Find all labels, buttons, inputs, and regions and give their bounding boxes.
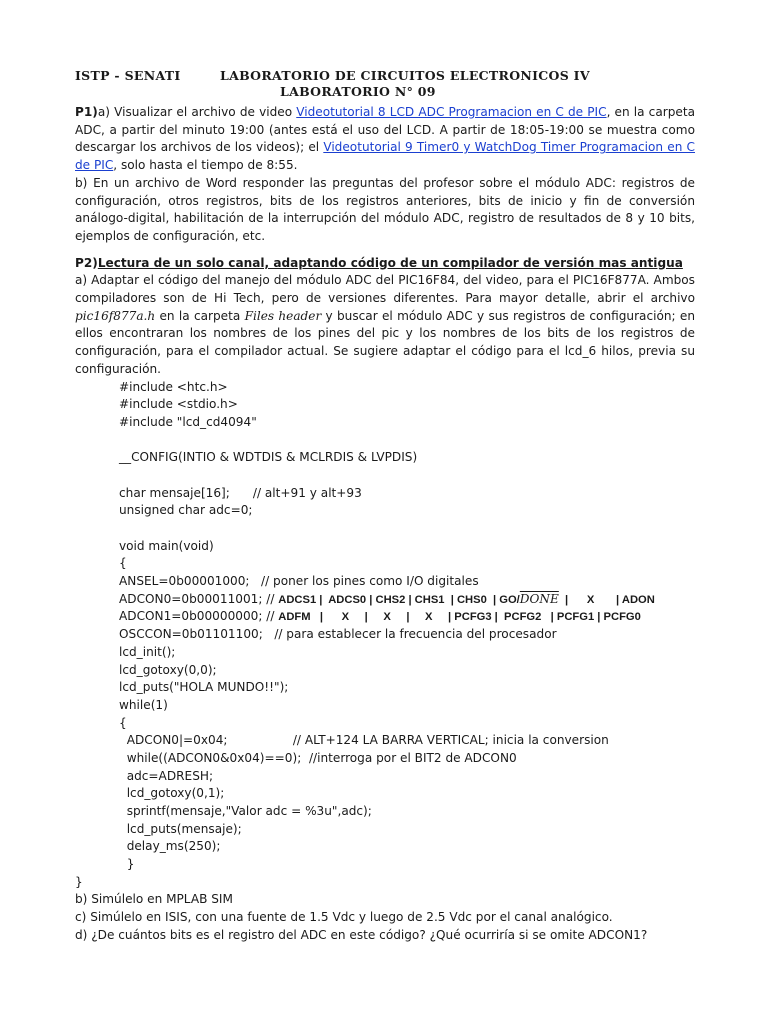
- code-line: lcd_puts("HOLA MUNDO!!");: [119, 680, 289, 695]
- p2-heading: [75, 255, 695, 273]
- code-line: __CONFIG(INTIO & WDTDIS & MCLRDIS & LVPDIS): [119, 450, 418, 465]
- code-line: #include "lcd_cd4094": [119, 414, 257, 429]
- code-block: [75, 379, 695, 874]
- p2-a-mid-text: en la carpeta: [155, 308, 245, 323]
- code-line: #include <htc.h>: [119, 379, 228, 394]
- adcon0-statement: ADCON0=0b00011001; //: [119, 591, 279, 606]
- code-line: while(1): [119, 697, 168, 712]
- code-line: lcd_puts(mensaje);: [119, 821, 242, 836]
- adcon1-bit-map: ADFM | X | X | X | PCFG3 | PCFG2 | PCFG1 | PCFG0: [278, 611, 641, 624]
- adcon0-bit-map: ADCS1 | ADCS0 | CHS2 | CHS1 | CHS0 | GO/: [278, 593, 520, 606]
- header-file-name: pic16f877a.h: [75, 308, 156, 323]
- done-bit-label: DONE: [519, 591, 559, 606]
- code-line: lcd_init();: [119, 644, 176, 659]
- folder-name: Files header: [244, 308, 322, 323]
- code-line: sprintf(mensaje,"Valor adc = %3u",adc);: [119, 804, 372, 819]
- course-title: LABORATORIO DE CIRCUITOS ELECTRONICOS IV: [220, 68, 590, 83]
- code-line: delay_ms(250);: [119, 839, 221, 854]
- code-line: ANSEL=0b00001000; // poner los pines como I/O digitales: [119, 574, 479, 589]
- p2-paragraph-a: [75, 272, 695, 378]
- adcon1-statement: ADCON1=0b00000000; //: [119, 609, 279, 624]
- code-line: while((ADCON0&0x04)==0); //interroga por el BIT2 de ADCON0: [119, 750, 517, 765]
- document-body: [75, 104, 695, 945]
- code-line: adc=ADRESH;: [119, 768, 214, 783]
- code-line: lcd_gotoxy(0,1);: [119, 786, 225, 801]
- code-line: unsigned char adc=0;: [119, 503, 253, 518]
- code-line: void main(void): [119, 538, 214, 553]
- videotutorial-8-link[interactable]: Videotutorial 8 LCD ADC Programacion en C de PIC: [296, 105, 607, 119]
- p2-label: P2): [75, 255, 98, 270]
- p1-a-text: a) Visualizar el archivo de video: [97, 105, 297, 119]
- question-d: d) ¿De cuántos bits es el registro del ADC en este código? ¿Qué ocurriría si se omite ADCON1?: [75, 927, 648, 942]
- code-line: #include <stdio.h>: [119, 397, 238, 412]
- question-c: c) Simúlelo en ISIS, con una fuente de 1.5 Vdc y luego de 2.5 Vdc por el canal analógico.: [75, 910, 613, 925]
- code-line: OSCCON=0b01101100; // para establecer la frecuencia del procesador: [119, 627, 557, 642]
- adcon0-bit-map-end: | X | ADON: [558, 593, 655, 606]
- code-line: {: [119, 715, 127, 730]
- code-line: char mensaje[16]; // alt+91 y alt+93: [119, 485, 362, 500]
- p1-label: P1): [75, 105, 98, 119]
- code-line-adcon1: [119, 608, 695, 626]
- p1-paragraph-a: [75, 104, 695, 175]
- code-line: {: [119, 556, 127, 571]
- p1-paragraph-b: b) En un archivo de Word responder las preguntas del profesor sobre el módulo ADC: registros de configuración, otros registros, bits de los registros anteriores, bits de inicio y fin de conversión análogo-digital, habilitación de la interrupción del módulo ADC, registro de resultados de 8 y 10 bits, ejemplos de configuración, etc.: [75, 175, 695, 243]
- lab-number: LABORATORIO N° 09: [280, 84, 436, 99]
- p1-a-post-text: , solo hasta el tiempo de 8:55.: [113, 158, 298, 173]
- code-line: ADCON0|=0x04; // ALT+124 LA BARRA VERTICAL; inicia la conversion: [119, 733, 609, 748]
- code-line-adcon0: [119, 591, 695, 609]
- code-line: lcd_gotoxy(0,0);: [119, 662, 217, 677]
- p1-a-mid-text: , en la carpeta ADC, a partir del minuto 19:00 (antes está el uso del LCD. A partir de 18:05-19:00 se muestra como descargar los archivos de los videos); el: [75, 105, 695, 155]
- p2-a-text: a) Adaptar el código del manejo del módulo ADC del PIC16F84, del video, para el PIC16F877A. Ambos compiladores son de Hi Tech, pero de versiones diferentes. Para mayor detalle, abrir el archivo: [75, 273, 695, 306]
- videotutorial-9-link[interactable]: Videotutorial 9 Timer0 y WatchDog Timer Programacion en C de PIC: [75, 140, 695, 173]
- closing-brace: }: [75, 874, 83, 889]
- institution-label: ISTP - SENATI: [75, 68, 181, 83]
- p2-title: Lectura de un solo canal, adaptando código de un compilador de versión mas antigua: [97, 255, 683, 270]
- question-b: b) Simúlelo en MPLAB SIM: [75, 892, 233, 907]
- p2-a-post-text: y buscar el módulo ADC y sus registros de configuración; en ellos encontraran los nombres de los pines del pic y los nombres de los bits de los registros de configuración, para el compilador actual. Se sugiere adaptar el código para el lcd_6 hilos, previa su configuración.: [75, 308, 696, 376]
- code-line: }: [119, 857, 135, 872]
